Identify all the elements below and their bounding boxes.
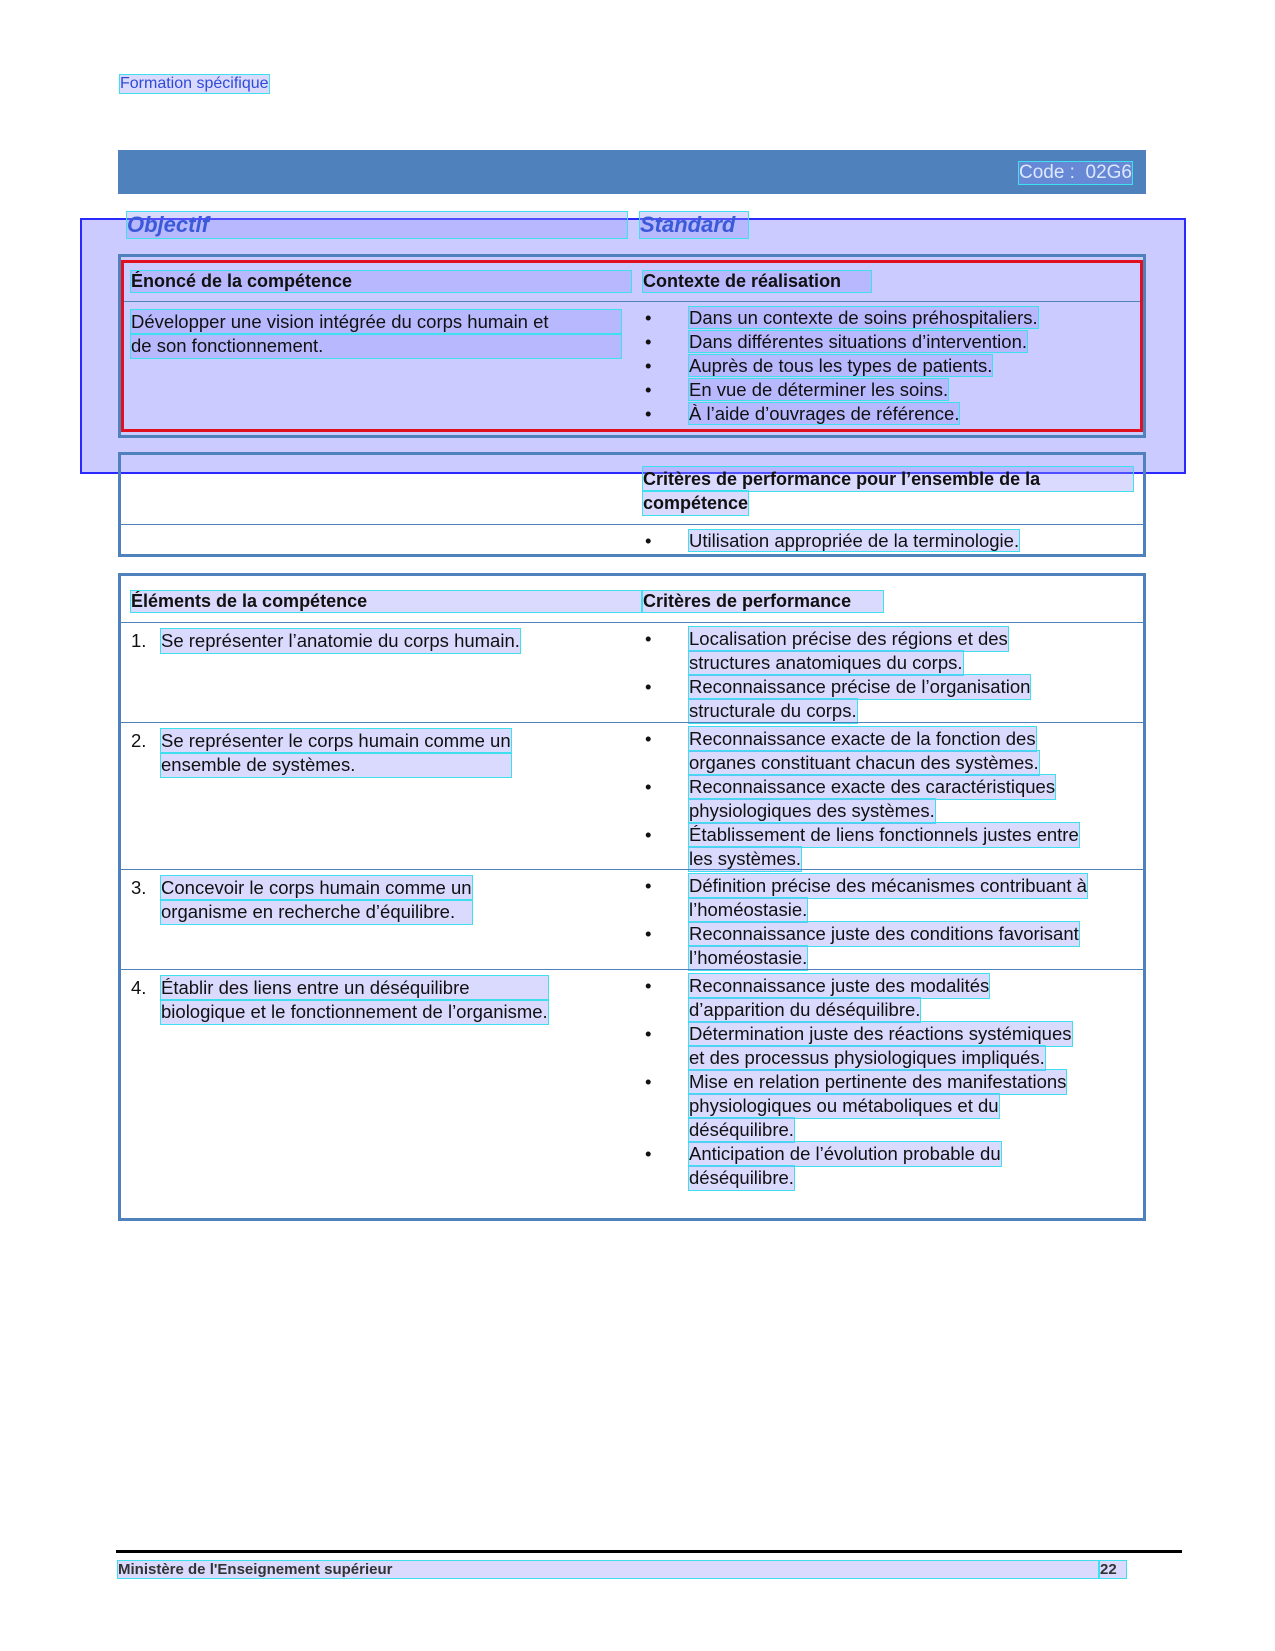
element-text-line: Concevoir le corps humain comme un bbox=[161, 877, 472, 898]
criteria-text-line: déséquilibre. bbox=[689, 1167, 794, 1188]
criteria-text-line: Définition précise des mécanismes contribuant à bbox=[689, 875, 1087, 896]
criteres-ensemble-body-row bbox=[121, 524, 1143, 557]
criteria-item bbox=[643, 874, 1133, 922]
element-text bbox=[131, 729, 621, 777]
bullet-dot: • bbox=[645, 776, 652, 797]
criteria-text-line: structurale du corps. bbox=[689, 700, 857, 721]
bullet-dot: • bbox=[645, 307, 652, 328]
element-row bbox=[121, 622, 1143, 722]
element-text bbox=[131, 629, 621, 653]
element-text-line: Se représenter l’anatomie du corps humain. bbox=[161, 630, 520, 651]
element-number: 4. bbox=[131, 977, 147, 998]
criteres-ensemble-header bbox=[643, 467, 1133, 515]
bullet-dot: • bbox=[645, 628, 652, 649]
criteria-list bbox=[643, 974, 1133, 1190]
bullet-dot: • bbox=[645, 403, 652, 424]
criteria-list bbox=[643, 874, 1133, 970]
criteria-text-line: Reconnaissance précise de l’organisation bbox=[689, 676, 1031, 697]
element-text bbox=[131, 976, 621, 1024]
criteria-list bbox=[643, 727, 1133, 871]
standard-title: Standard bbox=[640, 212, 748, 238]
element-row bbox=[121, 869, 1143, 969]
criteria-text-line: physiologiques des systèmes. bbox=[689, 800, 935, 821]
criteres-header: Critères de performance bbox=[643, 591, 883, 612]
criteria-text-line: déséquilibre. bbox=[689, 1119, 794, 1140]
bullet-dot: • bbox=[645, 676, 652, 697]
footer-page-number: 22 bbox=[1100, 1561, 1126, 1578]
objectif-title: Objectif bbox=[127, 212, 627, 238]
criteres-ensemble-list bbox=[643, 529, 1133, 553]
bullet-dot: • bbox=[645, 379, 652, 400]
bullet-dot: • bbox=[645, 1071, 652, 1092]
code-value: 02G6 bbox=[1085, 162, 1132, 183]
criteria-item bbox=[643, 1070, 1133, 1142]
bullet-dot: • bbox=[645, 1143, 652, 1164]
competency-code bbox=[1019, 162, 1132, 184]
elements-header: Éléments de la compétence bbox=[131, 591, 641, 612]
contexte-item-text: En vue de déterminer les soins. bbox=[689, 379, 949, 400]
criteria-item bbox=[643, 727, 1133, 775]
element-text-line: Se représenter le corps humain comme un bbox=[161, 730, 511, 751]
criteria-item bbox=[643, 1142, 1133, 1190]
bullet-dot: • bbox=[645, 1023, 652, 1044]
code-bar bbox=[118, 150, 1146, 194]
footer-divider bbox=[116, 1550, 1182, 1553]
element-text-line: biologique et le fonctionnement de l’organisme. bbox=[161, 1001, 548, 1022]
criteria-text-line: organes constituant chacun des systèmes. bbox=[689, 752, 1039, 773]
criteres-ensemble-item bbox=[643, 529, 1133, 553]
element-number: 3. bbox=[131, 877, 147, 898]
criteria-list bbox=[643, 627, 1133, 723]
element-text-line: Établir des liens entre un déséquilibre bbox=[161, 976, 548, 1000]
criteres-ensemble-item-text: Utilisation appropriée de la terminologie. bbox=[689, 530, 1020, 551]
criteria-item bbox=[643, 675, 1133, 723]
bullet-dot: • bbox=[645, 530, 652, 551]
contexte-item-text: Dans un contexte de soins préhospitaliers. bbox=[689, 307, 1038, 328]
criteria-text-line: d’apparition du déséquilibre. bbox=[689, 999, 921, 1020]
bullet-dot: • bbox=[645, 975, 652, 996]
criteria-text-line: Détermination juste des réactions systémiques bbox=[689, 1023, 1072, 1044]
bullet-dot: • bbox=[645, 728, 652, 749]
contexte-item-text: À l’aide d’ouvrages de référence. bbox=[689, 403, 960, 424]
contexte-item-text: Auprès de tous les types de patients. bbox=[689, 355, 993, 376]
enonce-line: de son fonctionnement. bbox=[131, 334, 621, 358]
criteres-ensemble-header-line: Critères de performance pour l’ensemble de la bbox=[643, 467, 1133, 491]
criteria-item bbox=[643, 775, 1133, 823]
document-header-title: Formation spécifique bbox=[120, 75, 269, 92]
element-text-line: organisme en recherche d’équilibre. bbox=[161, 900, 472, 924]
elements-header-row bbox=[121, 576, 1143, 622]
criteria-item bbox=[643, 922, 1133, 970]
contexte-header: Contexte de réalisation bbox=[643, 271, 871, 292]
criteria-text-line: l’homéostasie. bbox=[689, 947, 808, 968]
bullet-dot: • bbox=[645, 355, 652, 376]
footer-ministry: Ministère de l'Enseignement supérieur bbox=[118, 1561, 1098, 1578]
criteria-item bbox=[643, 823, 1133, 871]
criteria-text-line: Établissement de liens fonctionnels justes entre bbox=[689, 824, 1079, 845]
element-text-line: ensemble de systèmes. bbox=[161, 753, 511, 777]
criteria-text-line: Mise en relation pertinente des manifestations bbox=[689, 1071, 1067, 1092]
criteria-item bbox=[643, 627, 1133, 675]
criteria-text-line: Anticipation de l’évolution probable du bbox=[689, 1143, 1001, 1164]
bullet-dot: • bbox=[645, 331, 652, 352]
criteria-text-line: physiologiques ou métaboliques et du bbox=[689, 1095, 999, 1116]
criteres-ensemble-header-row bbox=[121, 455, 1143, 524]
elements-table bbox=[118, 573, 1146, 1221]
bullet-dot: • bbox=[645, 824, 652, 845]
criteria-text-line: Reconnaissance exacte des caractéristiques bbox=[689, 776, 1056, 797]
contexte-item-text: Dans différentes situations d’intervention. bbox=[689, 331, 1027, 352]
enonce-header: Énoncé de la compétence bbox=[131, 271, 631, 292]
enonce-line: Développer une vision intégrée du corps humain et bbox=[131, 310, 621, 334]
bullet-dot: • bbox=[645, 875, 652, 896]
criteria-text-line: Reconnaissance exacte de la fonction des bbox=[689, 728, 1036, 749]
element-text bbox=[131, 876, 621, 924]
criteria-text-line: et des processus physiologiques impliqués. bbox=[689, 1047, 1045, 1068]
criteria-text-line: l’homéostasie. bbox=[689, 899, 808, 920]
criteria-text-line: les systèmes. bbox=[689, 848, 802, 869]
criteria-text-line: Reconnaissance juste des modalités bbox=[689, 975, 990, 996]
element-number: 1. bbox=[131, 630, 147, 651]
criteria-text-line: Reconnaissance juste des conditions favorisant bbox=[689, 923, 1079, 944]
criteres-ensemble-header-line: compétence bbox=[643, 493, 749, 513]
bullet-dot: • bbox=[645, 923, 652, 944]
criteria-item bbox=[643, 1022, 1133, 1070]
selection-frame bbox=[121, 260, 1143, 432]
criteria-text-line: Localisation précise des régions et des bbox=[689, 628, 1008, 649]
code-label: Code : bbox=[1018, 162, 1075, 183]
criteria-text-line: structures anatomiques du corps. bbox=[689, 652, 963, 673]
element-number: 2. bbox=[131, 730, 147, 751]
criteres-ensemble-table bbox=[118, 452, 1146, 557]
element-row bbox=[121, 722, 1143, 869]
criteria-item bbox=[643, 974, 1133, 1022]
element-row bbox=[121, 969, 1143, 1188]
